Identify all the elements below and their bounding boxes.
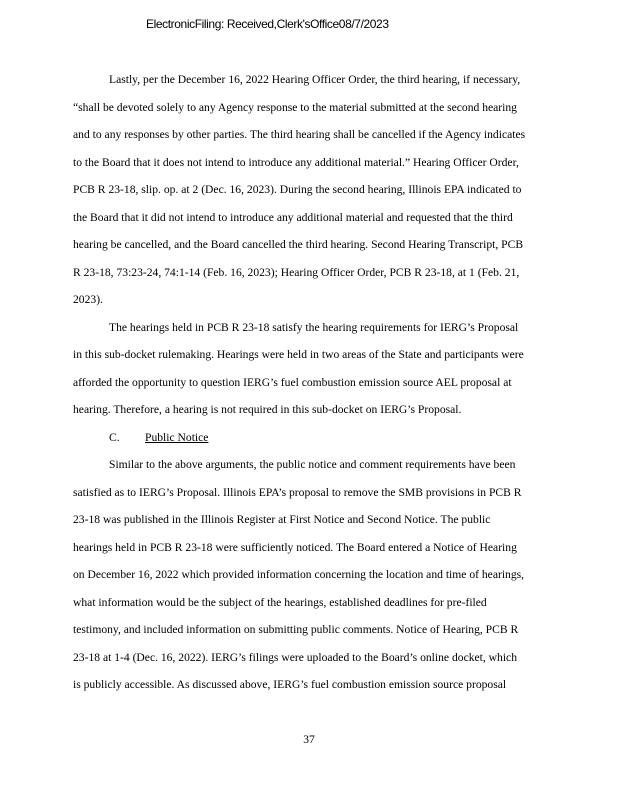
paragraph-line: hearings held in PCB R 23-18 were sufficiently noticed. The Board entered a Notice of Hearing [73,540,517,554]
paragraph-hearing-requirements [73,318,551,428]
paragraph-line: satisfied as to IERG’s Proposal. Illinois EPA’s proposal to remove the SMB provisions in PCB R [73,485,522,499]
paragraph-line: PCB R 23-18, slip. op. at 2 (Dec. 16, 2023). During the second hearing, Illinois EPA indicated to [73,183,522,196]
paragraph-line: testimony, and included information on submitting public comments. Notice of Hearing, PCB R [73,623,519,636]
paragraph-line: hearing be cancelled, and the Board cancelled the third hearing. Second Hearing Transcript, PCB [73,238,524,251]
paragraph-line: the Board that it did not intend to introduce any additional material and requested that the third [73,210,513,224]
paragraph-line: R 23-18, 73:23-24, 74:1-14 (Feb. 16, 2023); Hearing Officer Order, PCB R 23-18, at 1 (Feb. 21, [73,265,520,279]
paragraph-line: what information would be the subject of the hearings, established deadlines for pre-filed [73,595,487,609]
paragraph-line: “shall be devoted solely to any Agency response to the material submitted at the second hearing [73,100,517,114]
document-body [73,70,551,703]
section-letter: C. [109,430,120,444]
paragraph-hearing-cancellation [73,70,551,318]
page-number: 37 [303,733,315,746]
filing-stamp: ElectronicFiling: Received,Clerk'sOffice08/7/2023 [146,17,389,31]
paragraph-line: Lastly, per the December 16, 2022 Hearing Officer Order, the third hearing, if necessary, [109,73,521,86]
paragraph-line: afforded the opportunity to question IERG’s fuel combustion emission source AEL proposal at [73,375,512,389]
paragraph-line: 23-18 was published in the Illinois Register at First Notice and Second Notice. The public [73,513,491,526]
paragraph-line: 23-18 at 1-4 (Dec. 16, 2022). IERG’s filings were uploaded to the Board’s online docket, which [73,650,518,664]
paragraph-line: hearing. Therefore, a hearing is not required in this sub-docket on IERG’s Proposal. [73,403,462,416]
paragraph-line: in this sub-docket rulemaking. Hearings were held in two areas of the State and participants were [73,348,524,361]
section-heading [73,428,551,456]
paragraph-line: to the Board that it does not intend to introduce any additional material.” Hearing Officer Order, [73,155,519,169]
paragraph-line: on December 16, 2022 which provided information concerning the location and time of hearings, [73,568,525,581]
paragraph-line: and to any responses by other parties. The third hearing shall be cancelled if the Agency indicates [73,128,526,141]
paragraph-line: Similar to the above arguments, the public notice and comment requirements have been [109,458,516,471]
section-title: Public Notice [145,430,209,444]
paragraph-line: is publicly accessible. As discussed above, IERG’s fuel combustion emission source proposal [73,678,507,691]
paragraph-line: The hearings held in PCB R 23-18 satisfy the hearing requirements for IERG’s Proposal [109,320,519,334]
paragraph-line: 2023). [73,293,103,306]
paragraph-public-notice [73,455,551,703]
